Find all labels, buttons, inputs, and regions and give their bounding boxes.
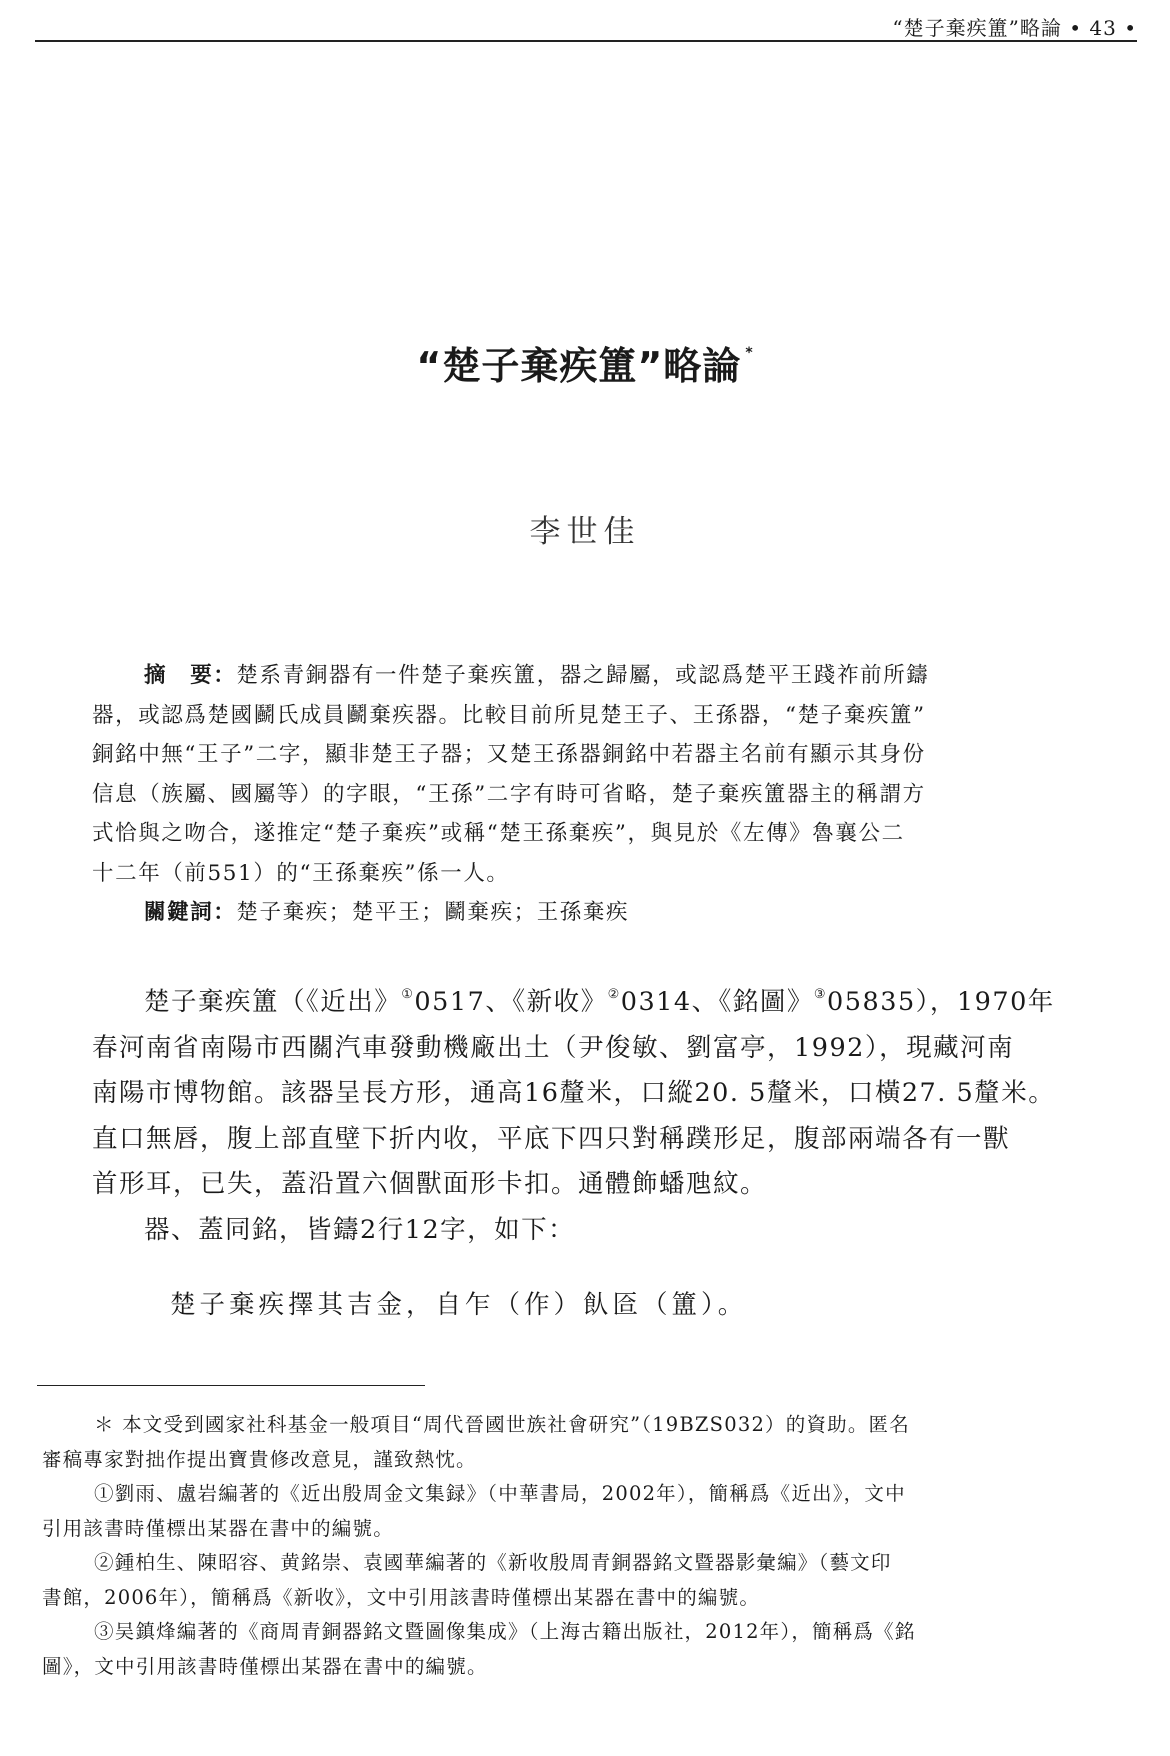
footnote-ref-3[interactable]: ③ <box>813 987 828 1002</box>
abstract-line: 器，或認爲楚國鬬氏成員鬬棄疾器。比較目前所見楚王子、王孫器，“楚子棄疾簠” <box>92 702 926 728</box>
body-line: 器、蓋同銘，皆鑄2行12字，如下： <box>144 1214 576 1245</box>
abstract-line: 式恰與之吻合，遂推定“楚子棄疾”或稱“楚王孫棄疾”，與見於《左傳》魯襄公二 <box>92 821 905 846</box>
footnote-line: 審稿專家對拙作提出寶貴修改意見，謹致熱忱。 <box>42 1447 477 1471</box>
footnote-line: ＊ 本文受到國家社科基金一般項目“周代晉國世族社會研究”（19BZS032）的資助。匿名 <box>94 1413 910 1436</box>
body-line: 南陽市博物館。該器呈長方形，通高16釐米，口縱20. 5釐米，口橫27. 5釐米。 <box>92 1078 1056 1108</box>
abstract-line: 銅銘中無“王子”二字，顯非楚王子器；又楚王孫器銅銘中若器主名前有顯示其身份 <box>92 742 926 767</box>
body-text-segment: 0314、《銘圖》 <box>620 987 814 1017</box>
title-footnote-mark: * <box>745 345 754 361</box>
running-head: “楚子棄疾簠”略論 • 43 • <box>892 16 1137 40</box>
abstract-line: 信息（族屬、國屬等）的字眼，“王孫”二字有時可省略，楚子棄疾簠器主的稱謂方 <box>92 781 926 807</box>
footnote-line: 書館，2006年），簡稱爲《新收》，文中引用該書時僅標出某器在書中的編號。 <box>42 1585 761 1609</box>
footnote-line: ②鍾柏生、陳昭容、黄銘崇、袁國華編著的《新收殷周青銅器銘文暨器影彙編》（藝文印 <box>94 1551 892 1574</box>
article-title <box>0 335 1170 390</box>
footnote-line: 圖》，文中引用該書時僅標出某器在書中的編號。 <box>42 1654 488 1678</box>
keywords-line <box>92 893 1067 933</box>
abstract-line: 十二年（前551）的“王孫棄疾”係一人。 <box>92 860 510 886</box>
abstract-text: 楚系青銅器有一件楚子棄疾簠，器之歸屬，或認爲楚平王踐祚前所鑄 <box>236 663 930 688</box>
body-line: 春河南省南陽市西關汽車發動機廠出土（尹俊敏、劉富亭，1992），現藏河南 <box>92 1032 1015 1063</box>
page-header <box>35 6 1137 42</box>
inscription-text: 楚子棄疾擇其吉金，自乍（作）飤匼（簠）。 <box>170 1290 748 1320</box>
abstract <box>92 656 1067 933</box>
article-title-text: “楚子棄疾簠”略論 <box>416 344 742 388</box>
footnote-line: ③吴鎮烽編著的《商周青銅器銘文暨圖像集成》（上海古籍出版社，2012年），簡稱爲《銘 <box>94 1620 916 1643</box>
body-text <box>92 972 1132 1253</box>
keywords-text: 楚子棄疾；楚平王；鬬棄疾；王孫棄疾 <box>236 900 630 925</box>
body-line <box>92 972 1132 1026</box>
footnote-divider <box>37 1385 425 1386</box>
footnote-line: ①劉雨、盧岩編著的《近出殷周金文集録》（中華書局，2002年），簡稱爲《近出》，文中 <box>94 1482 906 1505</box>
footnote-ref-2[interactable]: ② <box>607 987 621 1002</box>
footnotes <box>42 1408 1132 1684</box>
keywords-label: 關鍵詞： <box>144 900 237 925</box>
body-line: 直口無唇，腹上部直壁下折内收，平底下四只對稱蹼形足，腹部兩端各有一獸 <box>92 1123 1011 1154</box>
author-name: 李世佳 <box>529 514 641 550</box>
body-text-segment: 0517、《新收》 <box>414 987 608 1017</box>
body-line: 首形耳，已失，蓋沿置六個獸面形卡扣。通體飾蟠虺紋。 <box>92 1169 768 1199</box>
body-text-segment: 楚子棄疾簠（《近出》 <box>144 987 402 1017</box>
abstract-label: 摘 要： <box>144 663 237 688</box>
body-text-segment: 05835），1970年 <box>827 987 1055 1017</box>
footnote-ref-1[interactable]: ① <box>401 987 415 1002</box>
footnote-line: 引用該書時僅標出某器在書中的編號。 <box>42 1516 394 1540</box>
abstract-line <box>92 656 1067 696</box>
